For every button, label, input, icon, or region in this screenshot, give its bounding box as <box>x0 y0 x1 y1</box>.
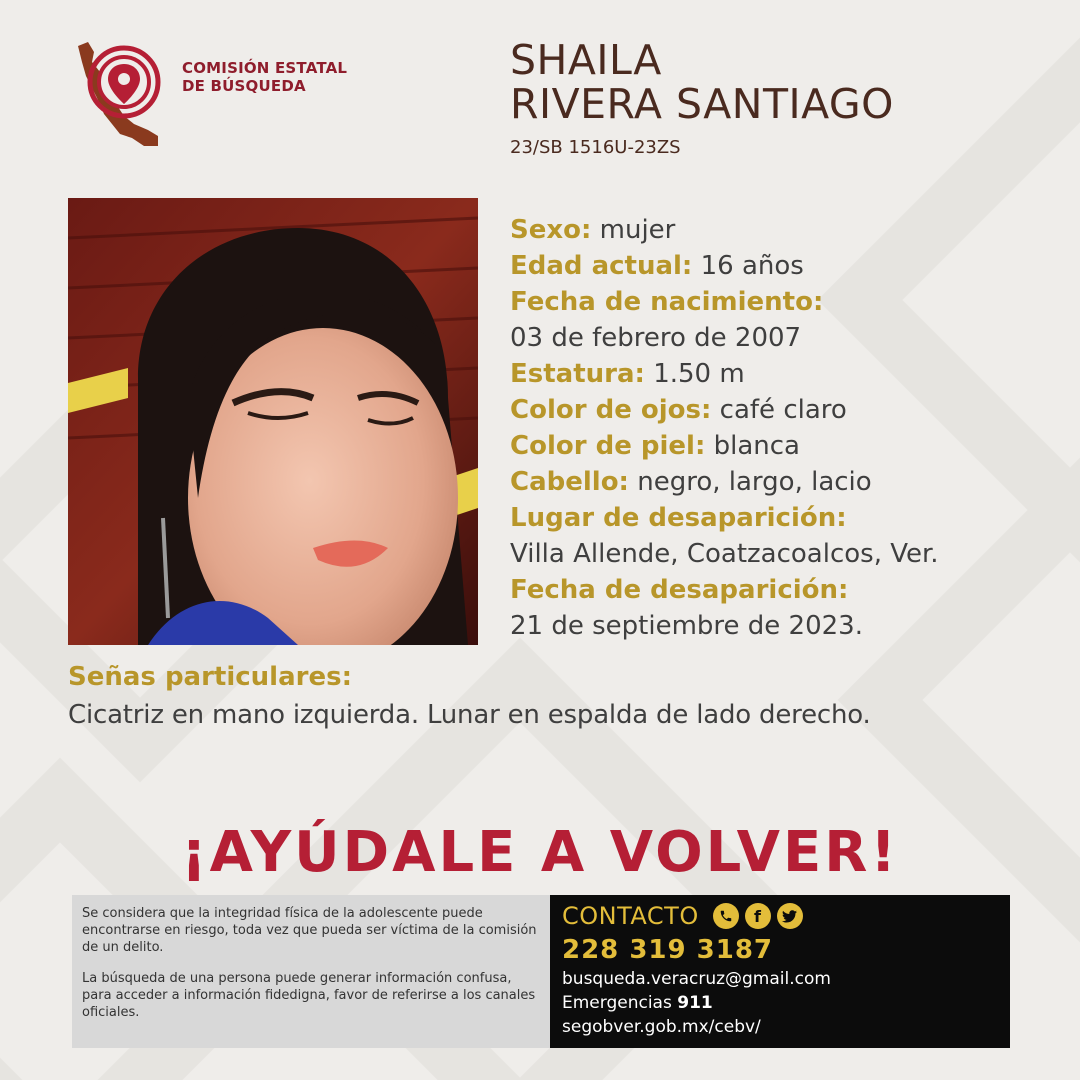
detail-value: 03 de febrero de 2007 <box>510 323 802 353</box>
person-first-name: SHAILA <box>510 36 662 84</box>
organization-name-line2: DE BÚSQUEDA <box>182 77 306 95</box>
emergency-label: Emergencias <box>562 993 672 1013</box>
detail-value: café claro <box>719 395 847 425</box>
detail-fecha-nacimiento-value <box>510 320 1070 356</box>
detail-value: 21 de septiembre de 2023. <box>510 611 863 641</box>
contact-title-row <box>562 899 1010 933</box>
detail-label: Edad actual: <box>510 251 693 281</box>
detail-lugar-desaparicion-label <box>510 500 1070 536</box>
detail-estatura <box>510 356 1070 392</box>
facebook-icon[interactable]: f <box>745 903 771 929</box>
detail-color-piel <box>510 428 1070 464</box>
detail-label: Lugar de desaparición: <box>510 503 847 533</box>
detail-color-ojos <box>510 392 1070 428</box>
person-photo <box>68 198 478 645</box>
phone-icon[interactable] <box>713 903 739 929</box>
person-details <box>510 212 1070 644</box>
detail-label: Cabello: <box>510 467 629 497</box>
disclaimer-paragraph: Se considera que la integridad física de la adolescente puede encontrarse en riesgo, toda vez que pueda ser víctima de la comisión de un delito. <box>82 906 537 955</box>
detail-label: Fecha de nacimiento: <box>510 287 824 317</box>
contact-phone[interactable]: 228 319 3187 <box>562 935 774 965</box>
detail-value: mujer <box>599 215 676 245</box>
detail-lugar-desaparicion-value <box>510 536 1070 572</box>
detail-value: 16 años <box>700 251 804 281</box>
detail-label: Sexo: <box>510 215 592 245</box>
contact-website[interactable]: segobver.gob.mx/cebv/ <box>562 1017 761 1037</box>
location-pin-on-veracruz-map-icon <box>72 38 172 153</box>
detail-edad <box>510 248 1070 284</box>
organization-logo <box>72 38 372 153</box>
detail-value: blanca <box>713 431 800 461</box>
emergency-number[interactable]: 911 <box>677 993 713 1013</box>
detail-label: Fecha de desaparición: <box>510 575 849 605</box>
case-id: 23/SB 1516U-23ZS <box>510 137 681 158</box>
senas-value: Cicatriz en mano izquierda. Lunar en espalda de lado derecho. <box>68 700 871 730</box>
detail-value: 1.50 m <box>653 359 745 389</box>
detail-label: Estatura: <box>510 359 645 389</box>
senas-label: Señas particulares: <box>68 662 352 692</box>
detail-cabello <box>510 464 1070 500</box>
contact-title: CONTACTO <box>562 902 699 930</box>
call-to-action-heading: ¡AYÚDALE A VOLVER! <box>181 820 899 885</box>
twitter-icon[interactable] <box>777 903 803 929</box>
disclaimer-paragraph: La búsqueda de una persona puede generar información confusa, para acceder a información fidedigna, favor de referirse a los canales oficiales. <box>82 971 536 1020</box>
contact-icons <box>713 903 803 929</box>
detail-value: Villa Allende, Coatzacoalcos, Ver. <box>510 539 939 569</box>
detail-fecha-desaparicion-label <box>510 572 1070 608</box>
contact-email[interactable]: busqueda.veracruz@gmail.com <box>562 969 831 989</box>
organization-name-line1: COMISIÓN ESTATAL <box>182 59 348 77</box>
detail-label: Color de ojos: <box>510 395 712 425</box>
person-last-names: RIVERA SANTIAGO <box>510 80 894 128</box>
detail-label: Color de piel: <box>510 431 706 461</box>
contact-emergency <box>562 991 1010 1015</box>
contact-box <box>550 895 1010 1048</box>
detail-value: negro, largo, lacio <box>637 467 872 497</box>
detail-fecha-nacimiento-label <box>510 284 1070 320</box>
detail-sexo <box>510 212 1070 248</box>
detail-fecha-desaparicion-value <box>510 608 1070 644</box>
disclaimer-box <box>72 895 550 1048</box>
